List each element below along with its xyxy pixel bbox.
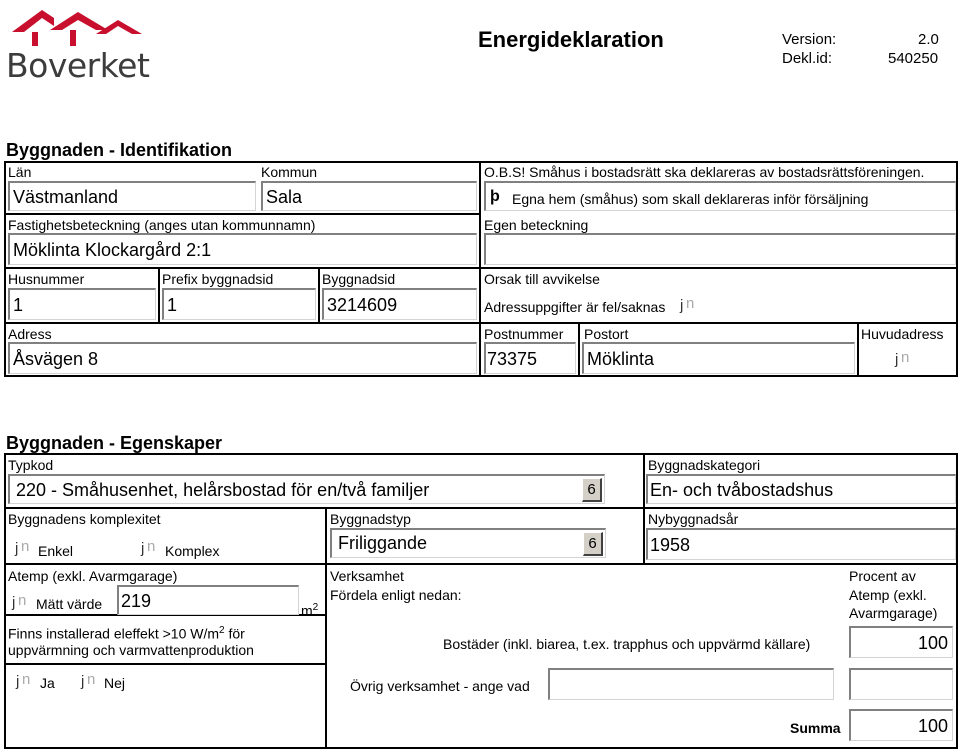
divider (325, 507, 327, 749)
kommun-value: Sala (266, 187, 303, 207)
atemp-label: Atemp (exkl. Avarmgarage) (8, 568, 178, 584)
procent-label-3: Avarmgarage) (849, 605, 938, 621)
postort-label: Postort (584, 326, 629, 342)
kommun-label: Kommun (261, 164, 318, 180)
egen-beteckning-label: Egen beteckning (484, 217, 589, 233)
kategori-label: Byggnadskategori (648, 457, 761, 473)
nej-label: Nej (104, 675, 126, 691)
nybyggnadsar-label: Nybyggnadsår (648, 511, 739, 527)
egna-hem-box (484, 181, 956, 211)
kategori-value: En- och tvåbostadshus (650, 480, 834, 500)
eleffekt-sup: 2 (219, 625, 225, 636)
husnummer-label: Husnummer (8, 271, 85, 287)
eleffekt-text-1 (8, 623, 245, 642)
divider (4, 507, 958, 509)
orsak-label: Orsak till avvikelse (484, 271, 600, 287)
ovrig-pct-field[interactable] (849, 668, 953, 700)
divider (158, 267, 160, 322)
divider (318, 267, 320, 322)
version-label: Version: (782, 31, 837, 48)
prefix-value: 1 (167, 295, 178, 315)
huvudadress-label: Huvudadress (861, 326, 944, 342)
obs-note: O.B.S! Småhus i bostadsrätt ska deklareras av bostadsrättsföreningen. (484, 164, 925, 180)
byggnadstyp-value: Friliggande (338, 533, 428, 553)
prefix-label: Prefix byggnadsid (162, 271, 274, 287)
bostader-label: Bostäder (inkl. biarea, t.ex. trapphus och uppvärmd källare) (443, 636, 811, 652)
deklid-value: 540250 (888, 50, 939, 67)
ja-radio[interactable]: j n (16, 671, 31, 690)
ja-label: Ja (40, 675, 55, 691)
typkod-label: Typkod (8, 457, 54, 473)
kommun-field[interactable] (261, 181, 477, 211)
atemp-value: 219 (121, 591, 152, 611)
postort-field[interactable] (582, 342, 855, 374)
fordela-text: Fördela enligt nedan: (330, 587, 462, 603)
summa-field (849, 709, 953, 741)
properties-title: Byggnaden - Egenskaper (6, 433, 223, 453)
typkod-value: 220 - Småhusenhet, helårsbostad för en/två familjer (16, 480, 430, 500)
postnummer-value: 73375 (487, 349, 538, 369)
enkel-label: Enkel (38, 543, 74, 559)
byggnadsid-label: Byggnadsid (322, 271, 396, 287)
egna-hem-text: Egna hem (småhus) som skall deklareras inför försäljning (512, 191, 869, 207)
lan-field[interactable] (8, 181, 256, 211)
adress-label: Adress (8, 326, 52, 342)
divider (4, 213, 479, 215)
postnummer-label: Postnummer (484, 326, 564, 342)
nybyggnadsar-field[interactable] (646, 528, 956, 560)
atemp-unit (301, 600, 318, 619)
divider (578, 322, 580, 377)
bostader-value: 100 (917, 633, 948, 653)
document-title: Energideklaration (478, 27, 664, 52)
summa-label: Summa (790, 720, 841, 736)
komplex-label: Komplex (165, 543, 220, 559)
logo-text: Boverket (6, 46, 150, 85)
unit-sup: 2 (312, 602, 319, 613)
adressuppgifter-label: Adressuppgifter är fel/saknas (484, 299, 666, 315)
lan-value: Västmanland (13, 187, 119, 207)
divider (4, 322, 958, 324)
byggnadstyp-label: Byggnadstyp (330, 511, 411, 527)
eleffekt-text-1b: för (224, 625, 245, 642)
ovrig-label: Övrig verksamhet - ange vad (350, 678, 530, 694)
divider (479, 161, 481, 377)
identification-title: Byggnaden - Identifikation (6, 140, 233, 160)
byggnadstyp-select[interactable] (330, 528, 606, 558)
typkod-dropdown-arrow-icon[interactable]: 6 (582, 478, 602, 502)
enkel-radio[interactable]: j n (15, 538, 30, 557)
nej-radio[interactable]: j n (81, 671, 96, 690)
procent-label-2: Atemp (exkl. (849, 587, 927, 603)
egen-beteckning-field[interactable] (484, 233, 956, 265)
huvudadress-radio[interactable]: j n (895, 349, 910, 368)
byggnadsid-value: 3214609 (327, 295, 398, 315)
divider (4, 563, 958, 565)
divider (4, 663, 325, 665)
byggnadsid-field[interactable] (322, 288, 477, 320)
postort-value: Möklinta (587, 349, 655, 369)
adress-value: Åsvägen 8 (13, 349, 99, 369)
adress-field[interactable] (8, 342, 477, 374)
kategori-field[interactable] (646, 474, 956, 504)
husnummer-field[interactable] (8, 288, 156, 320)
deklid-label: Dekl.id: (782, 50, 833, 67)
lan-label: Län (8, 164, 32, 180)
atemp-field[interactable] (117, 585, 299, 615)
typkod-select[interactable] (8, 474, 605, 504)
husnummer-value: 1 (13, 295, 24, 315)
version-value: 2.0 (918, 31, 939, 48)
fastighet-field[interactable] (8, 233, 477, 265)
komplexitet-label: Byggnadens komplexitet (8, 511, 161, 527)
divider (857, 322, 859, 377)
divider (4, 267, 958, 269)
byggnadstyp-dropdown-arrow-icon[interactable]: 6 (583, 532, 603, 556)
matt-varde-radio[interactable]: j n (12, 592, 27, 611)
ovrig-text-field[interactable] (548, 668, 834, 700)
fastighet-label: Fastighetsbeteckning (anges utan kommunnamn) (8, 217, 316, 233)
boverket-logo (4, 4, 154, 84)
bostader-field[interactable] (849, 626, 953, 658)
summa-value: 100 (917, 716, 948, 736)
komplex-radio[interactable]: j n (141, 538, 156, 557)
eleffekt-text-2: uppvärmning och varmvattenproduktion (8, 642, 254, 658)
fastighet-value: Möklinta Klockargård 2:1 (13, 240, 212, 260)
nybyggnadsar-value: 1958 (650, 535, 691, 555)
egna-hem-checkbox[interactable]: þ (490, 188, 500, 205)
prefix-field[interactable] (162, 288, 316, 320)
unit-m: m (301, 602, 313, 619)
procent-label-1: Procent av (849, 568, 916, 584)
eleffekt-text-1a: Finns installerad eleffekt >10 W/m (8, 625, 220, 642)
adressuppgifter-radio[interactable]: j n (680, 295, 695, 314)
matt-varde-label: Mätt värde (36, 596, 103, 612)
verksamhet-label: Verksamhet (330, 568, 404, 584)
postnummer-field[interactable] (484, 342, 576, 374)
